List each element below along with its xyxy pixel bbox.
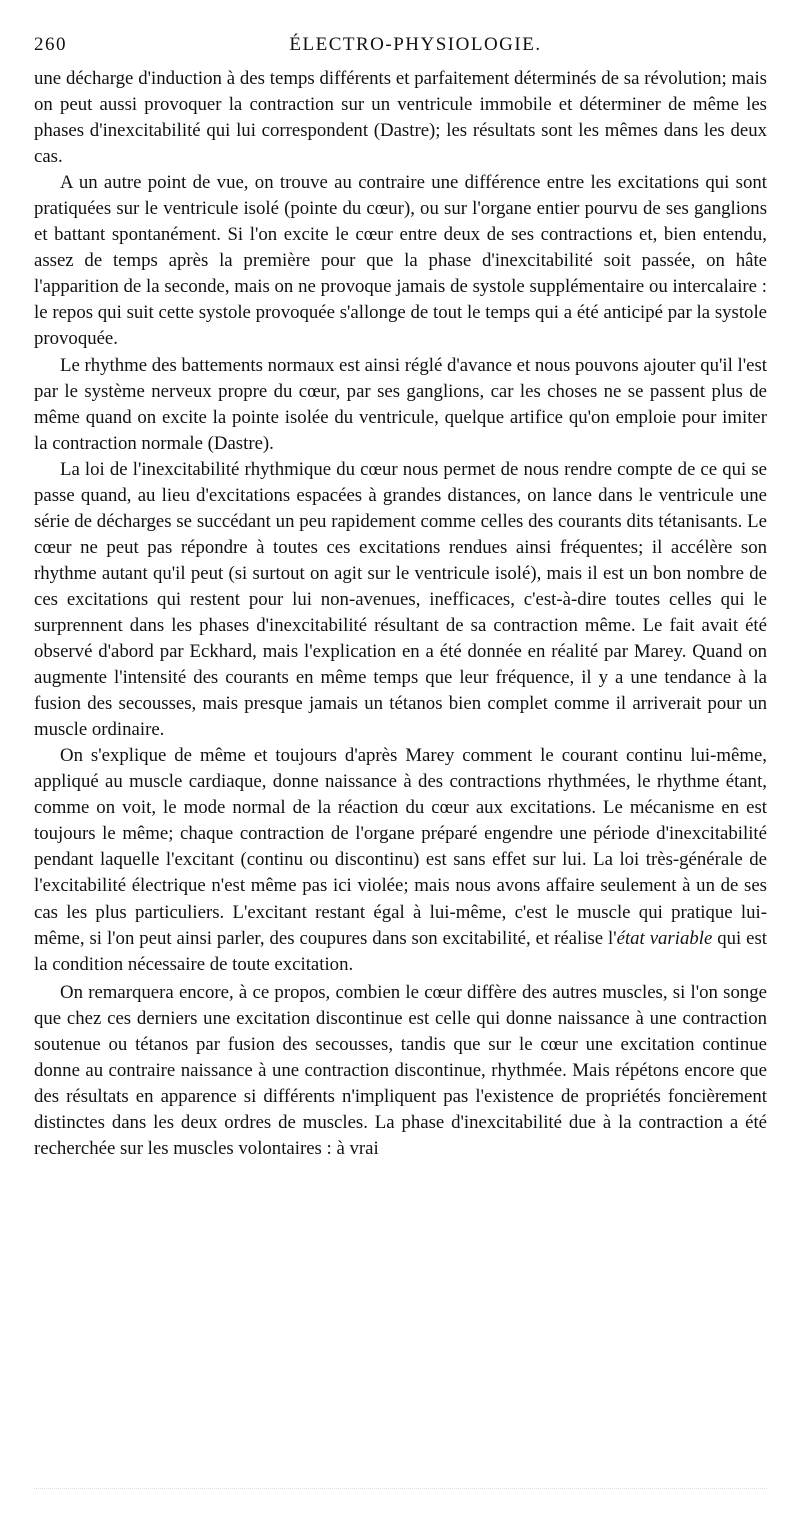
- scan-artifact-line: [34, 1484, 767, 1489]
- page-number: 260: [34, 34, 67, 55]
- running-title: ÉLECTRO-PHYSIOLOGIE.: [289, 34, 542, 55]
- paragraph-text: On s'explique de même et toujours d'après Marey comment le courant continu lui-même, appliqué au muscle cardiaque, donne naissance à des contractions rhythmées, le rhythme étant, comme on voit, le mode normal de la réaction du cœur aux excitations. Le mécanisme en est toujours le même; chaque contraction de l'organe préparé engendre une période d'inexcitabilité pendant laquelle l'excitant (continu ou discontinu) est sans effet sur lui. La loi très-générale de l'excitabilité électrique n'est même pas ici violée; mais nous avons affaire seulement à un de ses cas les plus particuliers. L'excitant restant égal à lui-même, c'est le muscle qui pratique lui-même, si l'on peut ainsi parler, des coupures dans son excitabilité, et réalise l': [34, 745, 767, 949]
- page-header: [34, 28, 767, 58]
- paragraph: On remarquera encore, à ce propos, combien le cœur diffère des autres muscles, si l'on songe que chez ces derniers une excitation discontinue est celle qui donne naissance à une contraction soutenue ou tétanos par fusion des secousses, tandis que sur le cœur une excitation continue donne au contraire naissance à une contraction discontinue, rhythmée. Mais répétons encore que des résultats en apparence si différents n'impliquent pas l'existence de propriétés foncièrement distinctes dans les deux ordres de muscles. La phase d'inexcitabilité due à la contraction a été recherchée sur les muscles volontaires : à vrai: [34, 981, 767, 1159]
- body-text: [34, 66, 767, 1162]
- book-page: [34, 28, 767, 1162]
- paragraph: A un autre point de vue, on trouve au contraire une différence entre les excitations qui sont pratiquées sur le ventricule isolé (pointe du cœur), ou sur l'organe entier pourvu de ses ganglions et battant spontanément. Si l'on excite le cœur entre deux de ses contractions et, bien entendu, assez de temps après la première pour que la phase d'inexcitabilité soit passée, on hâte l'apparition de la seconde, mais on ne provoque jamais de systole supplémentaire ou intercalaire : le repos qui suit cette systole provoquée s'allonge de tout le temps qui a été anticipé par la systole provoquée.: [34, 172, 767, 350]
- paragraph: Le rhythme des battements normaux est ainsi réglé d'avance et nous pouvons ajouter qu'il l'est par le système nerveux propre du cœur, par ses ganglions, car les choses ne se passent plus de même quand on excite la pointe isolée du ventricule, quelque artifice qu'on emploie pour imiter la contraction normale (Dastre).: [34, 354, 767, 454]
- italic-term: état variable: [616, 927, 713, 949]
- paragraph-text: qui est la condition nécessaire de toute excitation.: [34, 927, 767, 975]
- paragraph: [34, 743, 767, 977]
- paragraph-continuation: une décharge d'induction à des temps différents et parfaitement déterminés de sa révolution; mais on peut aussi provoquer la contraction sur un ventricule immobile et déterminer de même les phases d'inexcitabilité qui lui correspondent (Dastre); les résultats sont les mêmes dans les deux cas.: [34, 68, 767, 168]
- paragraph: La loi de l'inexcitabilité rhythmique du cœur nous permet de nous rendre compte de ce qui se passe quand, au lieu d'excitations espacées à grandes distances, on lance dans le ventricule une série de décharges se succédant un peu rapidement comme celles des courants dits tétanisants. Le cœur ne peut pas répondre à toutes ces excitations rendues ainsi fréquentes; il accélère son rhythme autant qu'il peut (si surtout on agit sur le ventricule isolé), mais il est un bon nombre de ces excitations qui restent pour lui non-avenues, inefficaces, c'est-à-dire toutes celles qui le surprennent dans les phases d'inexcitabilité résultant de sa contraction même. Le fait avait été observé d'abord par Eckhard, mais l'explication en a été donnée en réalité par Marey. Quand on augmente l'intensité des courants en même temps que leur fréquence, il y a une tendance à la fusion des secousses, mais presque jamais un tétanos bien complet comme il arriverait pour un muscle ordinaire.: [34, 458, 767, 741]
